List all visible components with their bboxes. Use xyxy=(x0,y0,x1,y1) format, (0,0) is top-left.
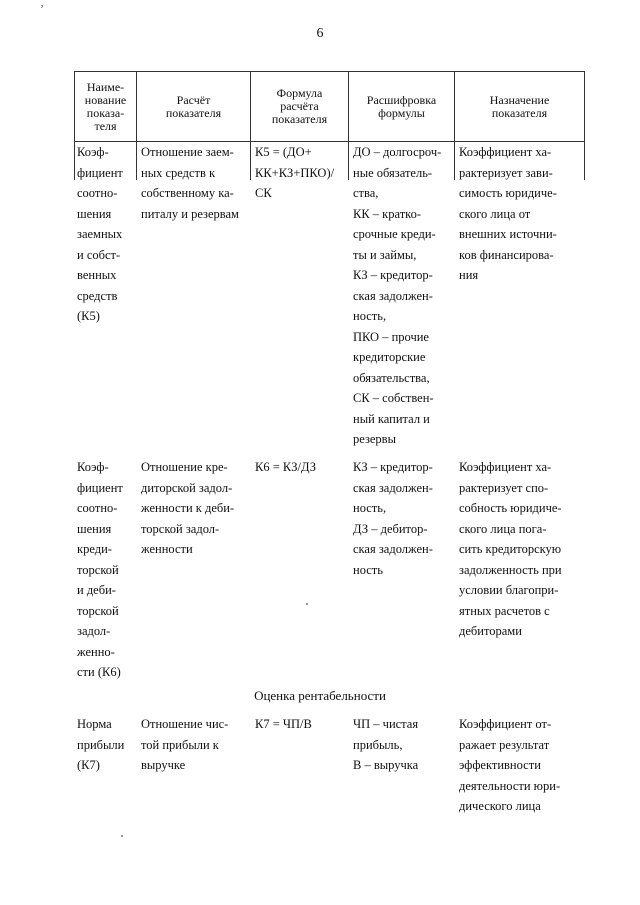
page-number: 6 xyxy=(316,26,324,41)
row-purpose: Коэффициент от- ражает результат эффективности деятельности юри- дического лица xyxy=(459,717,561,813)
row-name: Коэф- фициент соотно- шения креди- торской и деби- торской задол- женно- сти (К6) xyxy=(77,460,123,679)
row-decode: КЗ – кредитор- ская задолжен- ность, ДЗ – дебитор- ская задолжен- ность xyxy=(353,460,433,577)
column-line xyxy=(454,140,455,180)
header-decode: Расшифровка формулы xyxy=(348,72,454,141)
header-formula: Формула расчёта показателя xyxy=(250,72,348,141)
row-name: Норма прибыли (К7) xyxy=(77,717,125,772)
table-header xyxy=(74,71,585,142)
section-title: Оценка рентабельности xyxy=(254,688,386,703)
scan-speck xyxy=(306,603,308,605)
row-formula: К5 = (ДО+ КК+КЗ+ПКО)/ СК xyxy=(255,145,335,200)
header-calc: Расчёт показателя xyxy=(136,72,250,141)
row-calc: Отношение чис- той прибыли к выручке xyxy=(141,717,229,772)
column-line xyxy=(136,140,137,180)
row-purpose: Коэффициент ха- рактеризует зави- симость юридиче- ского лица от внешних источни- ков финансирова- ния xyxy=(459,145,557,282)
row-calc: Отношение заем- ных средств к собственному ка- питалу и резервам xyxy=(141,145,239,221)
column-line xyxy=(74,140,75,180)
corner-mark: ʼ xyxy=(40,2,44,16)
header-purpose: Назначение показателя xyxy=(454,72,585,141)
row-decode: ДО – долгосроч- ные обязатель- ства, КК – кратко- срочные креди- ты и займы, КЗ – кредитор- ская задолжен- ность, ПКО – прочие кредиторские обязательства, СК – собствен- ный капитал и резервы xyxy=(353,145,442,446)
row-calc: Отношение кре- диторской задол- женности к деби- торской задол- женности xyxy=(141,460,235,556)
row-purpose: Коэффициент ха- рактеризует спо- собность юридиче- ского лица пога- сить кредиторскую задолженность при условии благопри- ятных расчетов с дебиторами xyxy=(459,460,562,638)
header-name: Наиме- нование показа- теля xyxy=(74,72,136,141)
row-name: Коэф- фициент соотно- шения заемных и собст- венных средств (К5) xyxy=(77,145,123,323)
row-decode: ЧП – чистая прибыль, В – выручка xyxy=(353,717,419,772)
scan-speck xyxy=(121,835,123,837)
row-formula: К6 = КЗ/ДЗ xyxy=(255,460,317,474)
row-formula: К7 = ЧП/В xyxy=(255,717,312,731)
